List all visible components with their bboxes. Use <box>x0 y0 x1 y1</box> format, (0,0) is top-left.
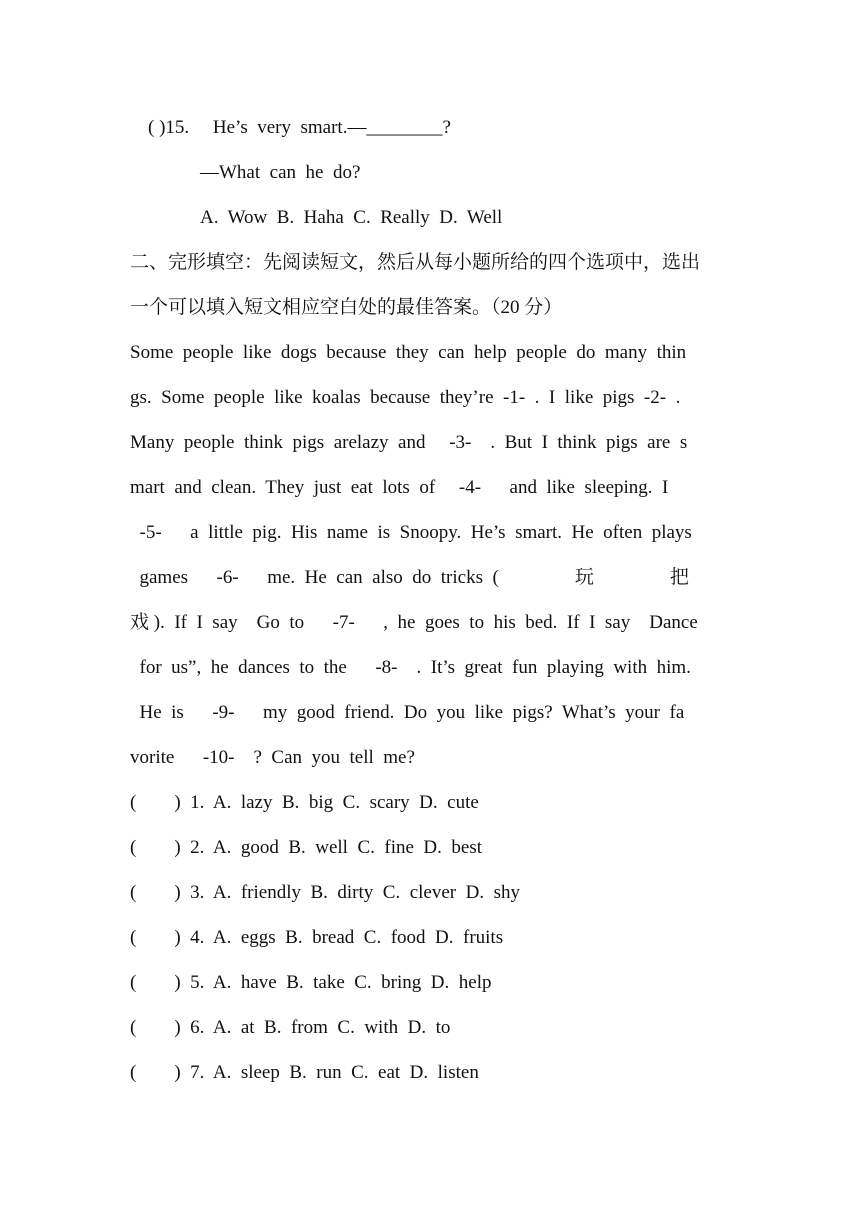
question-1: ( ) 1. A. lazy B. big C. scary D. cute <box>130 792 479 813</box>
question-15-dialogue: —What can he do? <box>200 162 361 183</box>
passage-line: 戏 ). If I say Go to -7- , he goes to his bed. If I say Dance <box>130 612 698 633</box>
passage-line: games -6- me. He can also do tricks ( 玩 把 <box>130 567 689 588</box>
passage-line: for us”, he dances to the -8- . It’s great fun playing with him. <box>130 657 691 678</box>
question-15-options: A. Wow B. Haha C. Really D. Well <box>200 207 503 228</box>
passage-line: Some people like dogs because they can help people do many thin <box>130 342 687 363</box>
passage-line: mart and clean. They just eat lots of -4- and like sleeping. I <box>130 477 669 498</box>
question-15: ( )15. He’s very smart.—________? <box>148 117 451 138</box>
question-4: ( ) 4. A. eggs B. bread C. food D. fruits <box>130 927 504 948</box>
passage-line: vorite -10- ? Can you tell me? <box>130 747 415 768</box>
question-7: ( ) 7. A. sleep B. run C. eat D. listen <box>130 1062 479 1083</box>
question-3: ( ) 3. A. friendly B. dirty C. clever D. shy <box>130 882 520 903</box>
passage-line: He is -9- my good friend. Do you like pigs? What’s your fa <box>130 702 685 723</box>
section-instructions: 一个可以填入短文相应空白处的最佳答案。（20 分） <box>130 297 563 318</box>
section-title: 二、完形填空：先阅读短文，然后从每小题所给的四个选项中，选出 <box>130 252 701 273</box>
question-5: ( ) 5. A. have B. take C. bring D. help <box>130 972 492 993</box>
question-6: ( ) 6. A. at B. from C. with D. to <box>130 1017 451 1038</box>
passage-line: gs. Some people like koalas because they’re -1- . I like pigs -2- . <box>130 387 681 408</box>
question-2: ( ) 2. A. good B. well C. fine D. best <box>130 837 483 858</box>
passage-line: -5- a little pig. His name is Snoopy. He’s smart. He often plays <box>130 522 692 543</box>
passage-line: Many people think pigs arelazy and -3- . But I think pigs are s <box>130 432 688 453</box>
